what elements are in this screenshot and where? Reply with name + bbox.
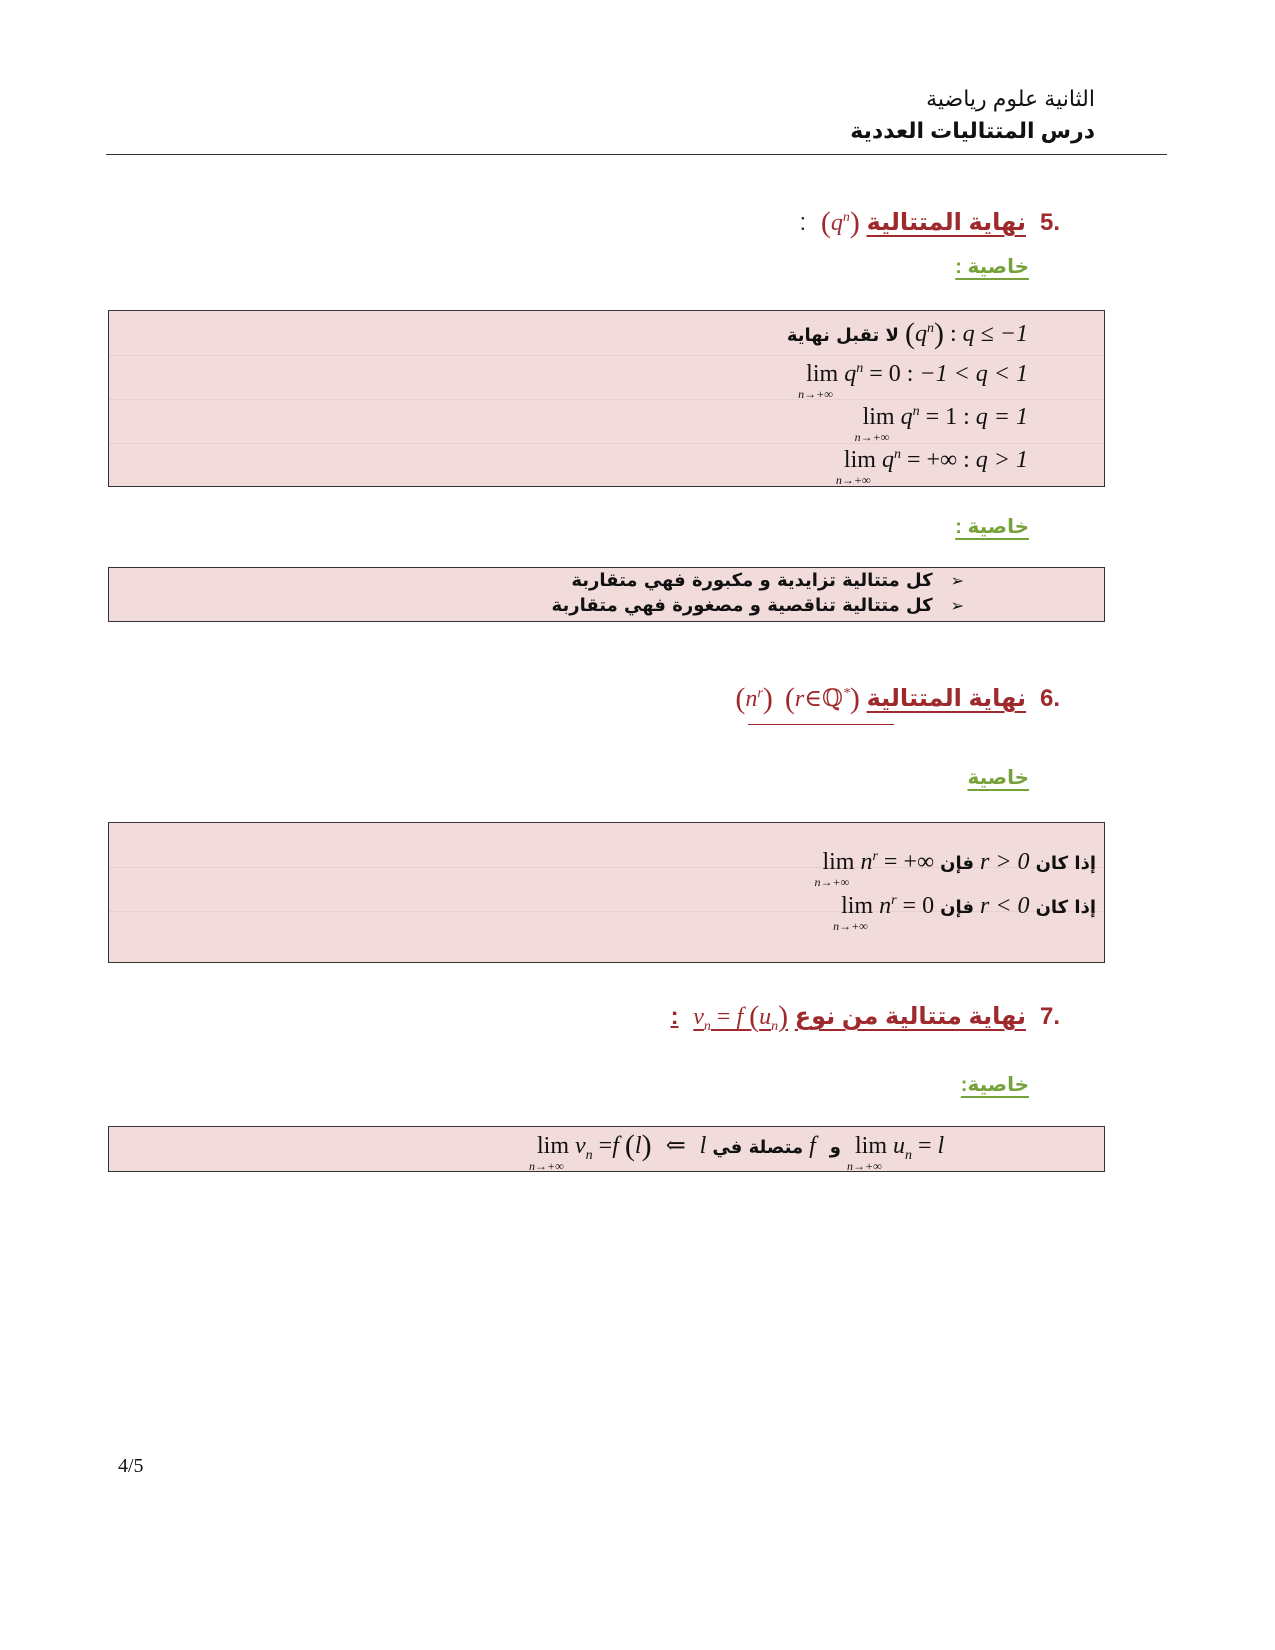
limit-row-4-condition: q > 1	[975, 447, 1028, 473]
limit-row-2-result: = 0	[869, 361, 901, 387]
lim-word: lim	[843, 447, 876, 473]
bullet-item-1	[571, 570, 964, 591]
bullet-text-1: كل متتالية تزايدية و مكبورة فهي متقاربة	[571, 570, 933, 591]
convergence-box	[108, 567, 1105, 622]
lim-subscript: n→+∞	[798, 387, 833, 401]
if-word: إذا كان	[1035, 897, 1096, 918]
section-6-formula-underline	[748, 724, 894, 725]
page-number: 4/5	[118, 1455, 144, 1477]
section-7-number: .7	[1039, 1003, 1060, 1030]
section-7-property-label: خاصية:	[960, 1074, 1029, 1096]
section-7-heading	[671, 1000, 1060, 1035]
limit-row-3-condition: q = 1	[975, 404, 1028, 430]
section-5-number: .5	[1039, 209, 1060, 236]
section-5-property-label: خاصية :	[955, 256, 1029, 278]
section-6-formula: $(n^r)$ (r∈ℚ*)	[735, 682, 860, 715]
lim-subscript: n→+∞	[846, 1159, 882, 1173]
then-word: فإن	[940, 897, 975, 918]
and-word: و	[829, 1137, 841, 1158]
limit-row-3: lim n→+∞ $q^n = 1$ : q = 1	[854, 404, 1028, 444]
lim-word: lim	[537, 1133, 570, 1159]
lim-word: lim	[862, 404, 895, 430]
limit-row-3-sep: :	[963, 404, 970, 430]
limit-row-1-condition: q ≤ −1	[962, 321, 1028, 347]
power-limit-row-2: lim n→+∞ $n^r = 0$ فإن r < 0 إذا كان	[833, 893, 1096, 933]
lim-subscript: n→+∞	[529, 1159, 564, 1173]
limit-row-4: lim n→+∞ $q^n$ = +∞ : q > 1	[835, 447, 1028, 487]
power-limit-row-2-condition: r < 0	[980, 893, 1030, 919]
lim-word: lim	[806, 361, 839, 387]
section-7-title: نهاية متتالية من نوع	[794, 1003, 1026, 1030]
arrow-bullet-icon: ➢	[950, 596, 964, 615]
limit-row-2: lim n→+∞ $q^n = 0$ : −1 < q < 1	[798, 361, 1028, 401]
limit-row-1-sep: :	[949, 321, 957, 347]
section-6-heading	[735, 682, 1060, 716]
section-5-property-2-label: خاصية :	[955, 516, 1029, 538]
lim-word: lim	[841, 893, 874, 919]
section-7-formula: $v_n = f$ $(u_n)$	[693, 1000, 789, 1034]
limit-row-2-condition: −1 < q < 1	[919, 361, 1028, 387]
arrow-bullet-icon: ➢	[950, 571, 964, 590]
section-5-colon: :	[799, 209, 807, 236]
composition-box	[108, 1126, 1105, 1172]
power-limit-row-1-result: = +∞	[883, 849, 935, 875]
no-limit-text: لا تقبل نهاية	[786, 325, 899, 346]
document-subtitle: الثانية علوم رياضية	[926, 86, 1095, 111]
lim-subscript: n→+∞	[854, 430, 890, 444]
lim-subscript: n→+∞	[814, 875, 850, 889]
document-title: درس المتتاليات العددية	[850, 118, 1095, 143]
section-5-title: نهاية المتتالية	[866, 209, 1026, 236]
limit-row-4-result: = +∞	[906, 447, 958, 473]
then-word: فإن	[940, 853, 975, 874]
limit-row-1: لا تقبل نهاية $(q^n)$ : q ≤ −1	[786, 317, 1028, 350]
lim-subscript: n→+∞	[833, 919, 868, 933]
lim-word: lim	[854, 1133, 887, 1159]
composition-formula: lim n→+∞ $v_n =f$ (l) ⇐ l متصلة في f و lim n→+∞ $u_n = l$	[529, 1129, 945, 1173]
section-7-colon: :	[670, 1003, 679, 1030]
section-6-property-label: خاصية	[967, 767, 1029, 789]
power-limit-row-1: lim n→+∞ $n^r$ = +∞ فإن r > 0 إذا كان	[814, 849, 1096, 889]
section-5-limits-box	[108, 310, 1105, 487]
section-5-heading	[800, 206, 1060, 240]
continuous-at-text: متصلة في	[712, 1137, 804, 1158]
power-limit-row-2-result: = 0	[902, 893, 935, 919]
lim-word: lim	[822, 849, 855, 875]
power-limit-row-1-condition: r > 0	[980, 849, 1030, 875]
section-5-formula: $(q^n)$	[820, 206, 860, 239]
if-word: إذا كان	[1035, 853, 1096, 874]
limit-row-2-sep: :	[906, 361, 914, 387]
limit-row-4-sep: :	[963, 447, 970, 473]
section-6-title: نهاية المتتالية	[866, 685, 1026, 712]
lim-subscript: n→+∞	[835, 473, 871, 487]
header-divider	[106, 154, 1167, 155]
implies-arrow: ⇐	[665, 1133, 686, 1159]
limit-row-3-result: = 1	[925, 404, 958, 430]
section-6-number: .6	[1039, 685, 1060, 712]
section-6-limits-box	[108, 822, 1105, 963]
bullet-text-2: كل متتالية تناقصية و مصغورة فهي متقاربة	[551, 595, 933, 616]
bullet-item-2	[552, 595, 964, 616]
